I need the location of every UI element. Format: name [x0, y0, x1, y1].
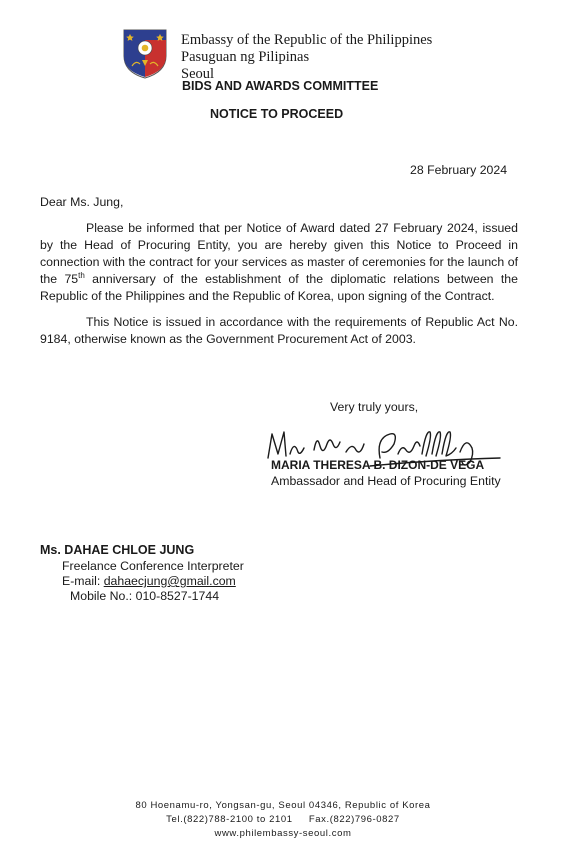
signatory-title: Ambassador and Head of Procuring Entity — [271, 474, 501, 488]
embassy-city: Seoul — [181, 66, 215, 82]
footer-address: 80 Hoenamu-ro, Yongsan-gu, Seoul 04346, Republic of Korea — [135, 800, 431, 811]
recipient-mobile: Mobile No.: 010-8527-1744 — [70, 589, 220, 603]
signatory-name: MARIA THERESA B. DIZON-DE VEGA — [271, 458, 485, 472]
document-title: NOTICE TO PROCEED — [210, 107, 344, 121]
salutation: Dear Ms. Jung, — [40, 195, 124, 209]
paragraph-1-text-end: anniversary of the establishment of the diplomatic relations between the Republic of the Philippines and the Republic of Korea, upon signing of the Contract. — [40, 272, 518, 303]
recipient-email-line — [62, 574, 236, 588]
recipient-name: Ms. DAHAE CHLOE JUNG — [40, 543, 195, 557]
embassy-name-filipino: Pasuguan ng Pilipinas — [181, 49, 310, 65]
body-paragraph-2: This Notice is issued in accordance with the requirements of Republic Act No. 9184, otherwise known as the Government Procurement Act of 2003. — [40, 315, 518, 346]
recipient-role: Freelance Conference Interpreter — [62, 559, 244, 573]
embassy-name: Embassy of the Republic of the Philippines — [181, 32, 433, 48]
paragraph-1-text: Please be informed that per Notice of Award dated 27 February 2024, issued by the Head of Procuring Entity, you are hereby given this Notice to Proceed in connection with the contract for your services as master of ceremonies for the launch of the 75 — [40, 221, 518, 286]
document-date: 28 February 2024 — [410, 163, 508, 177]
body-paragraph-1 — [40, 220, 518, 305]
ordinal-suffix: th — [78, 270, 85, 280]
committee-heading: BIDS AND AWARDS COMMITTEE — [182, 79, 379, 93]
footer-website: www.philembassy-seoul.com — [214, 828, 352, 839]
email-link[interactable]: dahaecjung@gmail.com — [103, 574, 236, 588]
footer-phone: Tel.(822)788-2100 to 2101 Fax.(822)796-0827 — [166, 814, 400, 825]
email-label: E-mail: — [62, 574, 104, 588]
philippine-seal-icon — [120, 26, 170, 80]
closing: Very truly yours, — [330, 400, 419, 414]
